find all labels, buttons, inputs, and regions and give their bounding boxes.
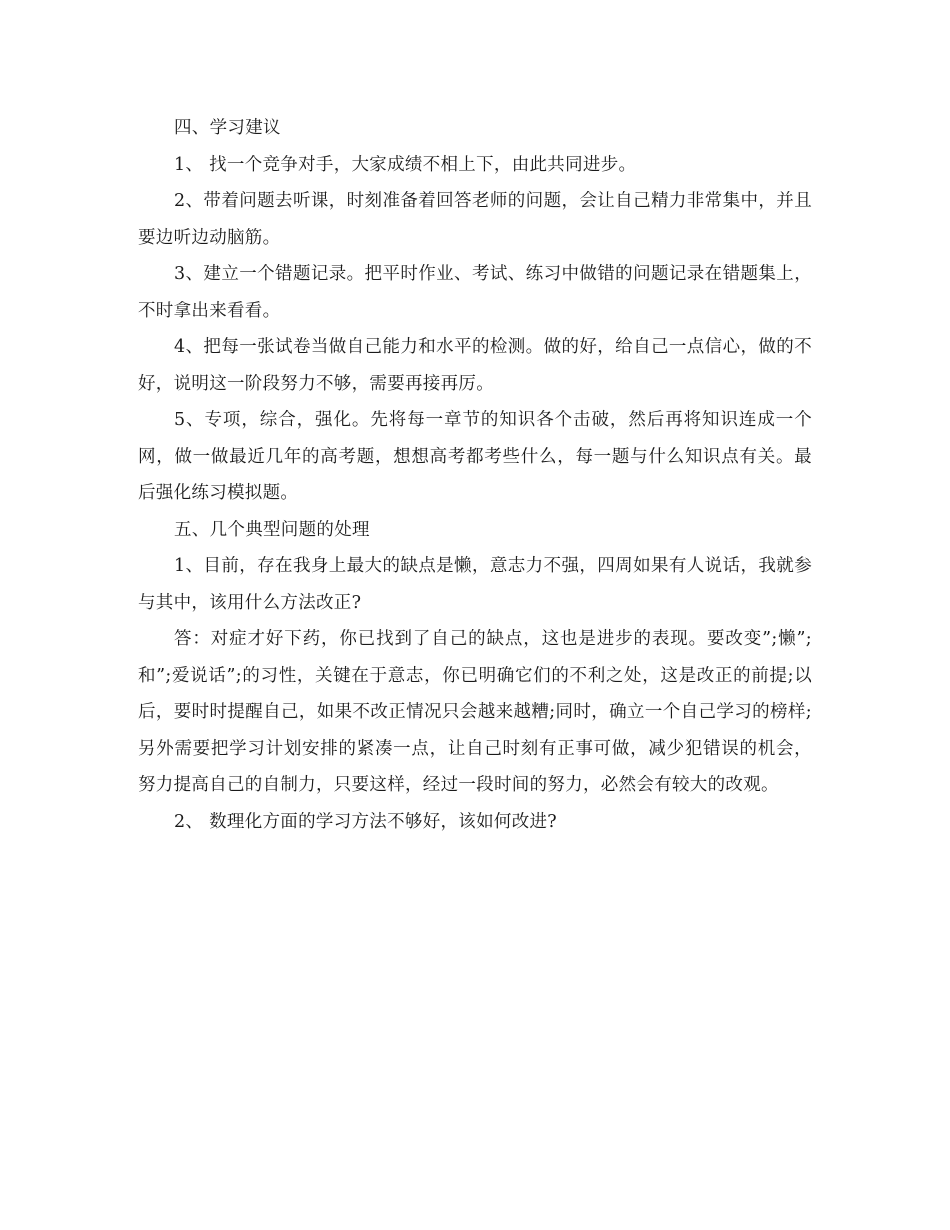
advice-item-5: 5、专项，综合，强化。先将每一章节的知识各个击破，然后再将知识连成一个网，做一做最近几年的高考题，想想高考都考些什么，每一题与什么知识点有关。最后强化练习模拟题。 — [138, 410, 812, 503]
advice-item-1: 1、 找一个竞争对手，大家成绩不相上下，由此共同进步。 — [174, 154, 637, 175]
advice-item-4: 4、把每一张试卷当做自己能力和水平的检测。做的好，给自己一点信心，做的不好，说明这一阶段努力不够，需要再接再厉。 — [138, 337, 812, 394]
question-1: 1、目前，存在我身上最大的缺点是懒，意志力不强，四周如果有人说话，我就参与其中，该用什么方法改正? — [138, 556, 812, 613]
section-heading-typical-problems: 五、几个典型问题的处理 — [174, 519, 370, 540]
question-2: 2、 数理化方面的学习方法不够好，该如何改进? — [174, 811, 557, 832]
answer-1: 答：对症才好下药，你已找到了自己的缺点，这也是进步的表现。要改变”;懒”;和”;爱说话”;的习性，关键在于意志，你已明确它们的不利之处，这是改正的前提;以后，要时时提醒自己，如果不改正情况只会越来越糟;同时，确立一个自己学习的榜样;另外需要把学习计划安排的紧凑一点，让自己时刻有正事可做，减少犯错误的机会，努力提高自己的自制力，只要这样，经过一段时间的努力，必然会有较大的改观。 — [138, 629, 812, 795]
document-body — [138, 110, 812, 840]
advice-item-3: 3、建立一个错题记录。把平时作业、考试、练习中做错的问题记录在错题集上，不时拿出来看看。 — [138, 264, 812, 321]
advice-item-2: 2、带着问题去听课，时刻准备着回答老师的问题，会让自己精力非常集中，并且要边听边动脑筋。 — [138, 191, 812, 248]
section-heading-study-advice: 四、学习建议 — [174, 118, 281, 138]
